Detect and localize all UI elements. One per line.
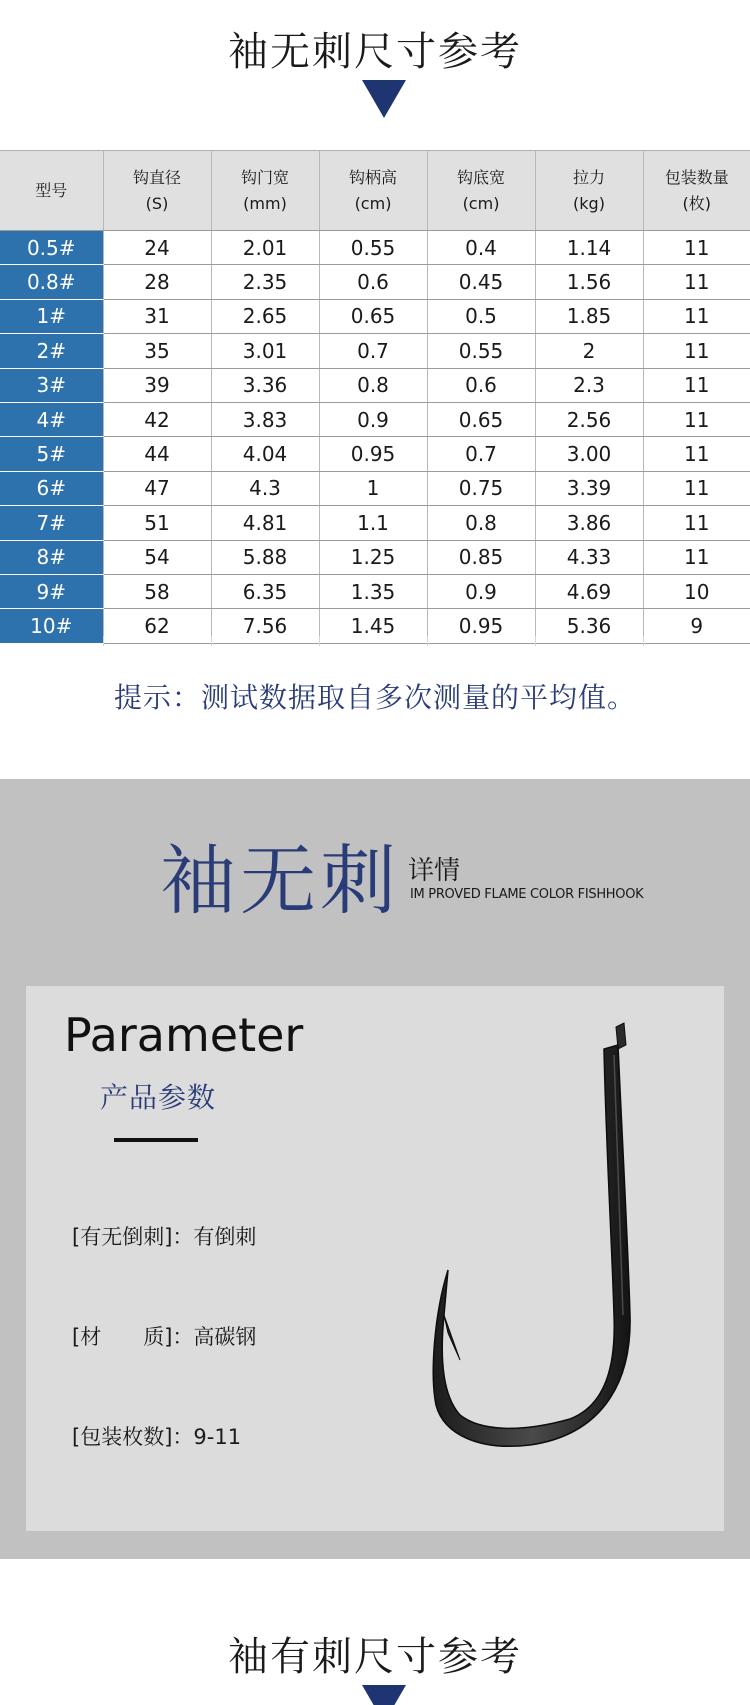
table-cell: 11 — [643, 402, 750, 436]
table-cell: 10 — [643, 574, 750, 608]
table-row — [0, 506, 750, 540]
table-cell: 0.4 — [427, 231, 535, 265]
table-cell: 3.86 — [535, 506, 643, 540]
table-cell: 44 — [103, 437, 211, 471]
table-cell: 31 — [103, 299, 211, 333]
table-header-row — [0, 151, 750, 231]
table-cell: 0.95 — [427, 609, 535, 643]
table-row — [0, 471, 750, 505]
table-cell: 3.36 — [211, 368, 319, 402]
table-cell: 1 — [319, 471, 427, 505]
table-cell: 0.7 — [427, 437, 535, 471]
table-cell: 0.8 — [427, 506, 535, 540]
table-cell: 0.8 — [319, 368, 427, 402]
size-reference-title: 袖无刺尺寸参考 — [228, 29, 522, 75]
table-cell: 0.55 — [319, 231, 427, 265]
spec-pack-count-label: [包装枚数]： — [72, 1425, 194, 1449]
table-cell: 0.55 — [427, 334, 535, 368]
table-cell: 6.35 — [211, 574, 319, 608]
table-cell: 11 — [643, 540, 750, 574]
table-cell-model: 8# — [0, 540, 103, 574]
table-cell: 11 — [643, 506, 750, 540]
table-cell: 28 — [103, 265, 211, 299]
table-cell: 47 — [103, 471, 211, 505]
table-cell: 0.85 — [427, 540, 535, 574]
table-cell: 39 — [103, 368, 211, 402]
table-cell-model: 9# — [0, 574, 103, 608]
parameter-divider — [114, 1138, 198, 1142]
table-cell: 62 — [103, 609, 211, 643]
barbed-size-reference-title: 袖有刺尺寸参考 — [228, 1634, 522, 1680]
table-row — [0, 368, 750, 402]
header-bottom-width: 钩底宽 (cm) — [427, 151, 535, 231]
table-cell: 1.14 — [535, 231, 643, 265]
table-row — [0, 402, 750, 436]
table-cell: 5.88 — [211, 540, 319, 574]
table-cell: 0.9 — [319, 402, 427, 436]
spec-barb — [72, 1221, 256, 1251]
table-cell: 51 — [103, 506, 211, 540]
table-cell: 4.33 — [535, 540, 643, 574]
table-cell: 54 — [103, 540, 211, 574]
table-cell: 0.95 — [319, 437, 427, 471]
table-cell: 42 — [103, 402, 211, 436]
table-cell: 1.56 — [535, 265, 643, 299]
table-cell-model: 0.8# — [0, 265, 103, 299]
table-cell: 11 — [643, 471, 750, 505]
table-cell: 4.3 — [211, 471, 319, 505]
table-cell: 4.69 — [535, 574, 643, 608]
table-cell: 0.45 — [427, 265, 535, 299]
spec-material — [72, 1321, 256, 1351]
table-cell: 11 — [643, 231, 750, 265]
table-cell-model: 2# — [0, 334, 103, 368]
header-tension: 拉力 (kg) — [535, 151, 643, 231]
table-row — [0, 574, 750, 608]
table-cell-model: 3# — [0, 368, 103, 402]
table-cell: 58 — [103, 574, 211, 608]
table-cell: 35 — [103, 334, 211, 368]
header-pack-quantity: 包装数量 (枚) — [643, 151, 750, 231]
table-cell: 24 — [103, 231, 211, 265]
spec-material-label: [材 质]： — [72, 1325, 194, 1349]
table-cell-model: 1# — [0, 299, 103, 333]
header-gap-width: 钩门宽 (mm) — [211, 151, 319, 231]
header-shank-height: 钩柄高 (cm) — [319, 151, 427, 231]
table-cell: 2.65 — [211, 299, 319, 333]
table-cell: 1.1 — [319, 506, 427, 540]
fishhook-image — [420, 1015, 660, 1475]
parameter-title: Parameter — [64, 1008, 304, 1062]
spec-barb-label: [有无倒刺]： — [72, 1225, 194, 1249]
table-cell: 0.5 — [427, 299, 535, 333]
table-cell: 3.39 — [535, 471, 643, 505]
table-cell: 5.36 — [535, 609, 643, 643]
table-cell: 2.35 — [211, 265, 319, 299]
table-cell: 4.81 — [211, 506, 319, 540]
measurement-tip: 提示：测试数据取自多次测量的平均值。 — [113, 681, 636, 714]
table-cell: 3.83 — [211, 402, 319, 436]
down-arrow-icon — [362, 80, 406, 118]
table-cell: 2.01 — [211, 231, 319, 265]
table-cell-model: 0.5# — [0, 231, 103, 265]
table-row — [0, 334, 750, 368]
table-cell: 1.45 — [319, 609, 427, 643]
header-model: 型号 — [0, 151, 103, 231]
size-table — [0, 150, 750, 644]
table-row — [0, 299, 750, 333]
header-diameter: 钩直径 (S) — [103, 151, 211, 231]
spec-barb-value: 有倒刺 — [193, 1225, 257, 1249]
table-cell: 0.6 — [319, 265, 427, 299]
table-cell: 7.56 — [211, 609, 319, 643]
detail-big-title: 袖无刺 — [160, 836, 400, 925]
table-cell: 3.01 — [211, 334, 319, 368]
table-cell: 1.35 — [319, 574, 427, 608]
table-cell: 11 — [643, 299, 750, 333]
table-cell: 11 — [643, 334, 750, 368]
table-cell-model: 6# — [0, 471, 103, 505]
table-cell: 0.7 — [319, 334, 427, 368]
table-row — [0, 540, 750, 574]
table-cell: 2.3 — [535, 368, 643, 402]
table-cell: 2 — [535, 334, 643, 368]
table-cell: 4.04 — [211, 437, 319, 471]
table-cell: 11 — [643, 265, 750, 299]
table-row — [0, 437, 750, 471]
detail-subtitle: IM PROVED FLAME COLOR FISHHOOK — [410, 887, 644, 902]
table-cell: 9 — [643, 609, 750, 643]
table-cell: 1.25 — [319, 540, 427, 574]
table-cell-model: 4# — [0, 402, 103, 436]
table-cell: 0.75 — [427, 471, 535, 505]
spec-pack-count — [72, 1421, 241, 1451]
table-cell: 11 — [643, 368, 750, 402]
table-cell: 0.6 — [427, 368, 535, 402]
table-cell: 1.85 — [535, 299, 643, 333]
table-cell-model: 10# — [0, 609, 103, 643]
spec-material-value: 高碳钢 — [193, 1325, 257, 1349]
down-arrow-icon-bottom — [362, 1685, 406, 1705]
table-row — [0, 265, 750, 299]
table-cell: 0.9 — [427, 574, 535, 608]
table-cell: 3.00 — [535, 437, 643, 471]
parameter-subtitle: 产品参数 — [100, 1081, 217, 1114]
table-cell: 0.65 — [427, 402, 535, 436]
table-cell: 11 — [643, 437, 750, 471]
detail-label: 详情 — [408, 856, 461, 886]
table-cell: 2.56 — [535, 402, 643, 436]
table-cell-model: 7# — [0, 506, 103, 540]
table-row — [0, 231, 750, 265]
spec-pack-count-value: 9-11 — [193, 1425, 242, 1449]
table-cell: 0.65 — [319, 299, 427, 333]
table-cell-model: 5# — [0, 437, 103, 471]
table-tail — [0, 636, 750, 646]
